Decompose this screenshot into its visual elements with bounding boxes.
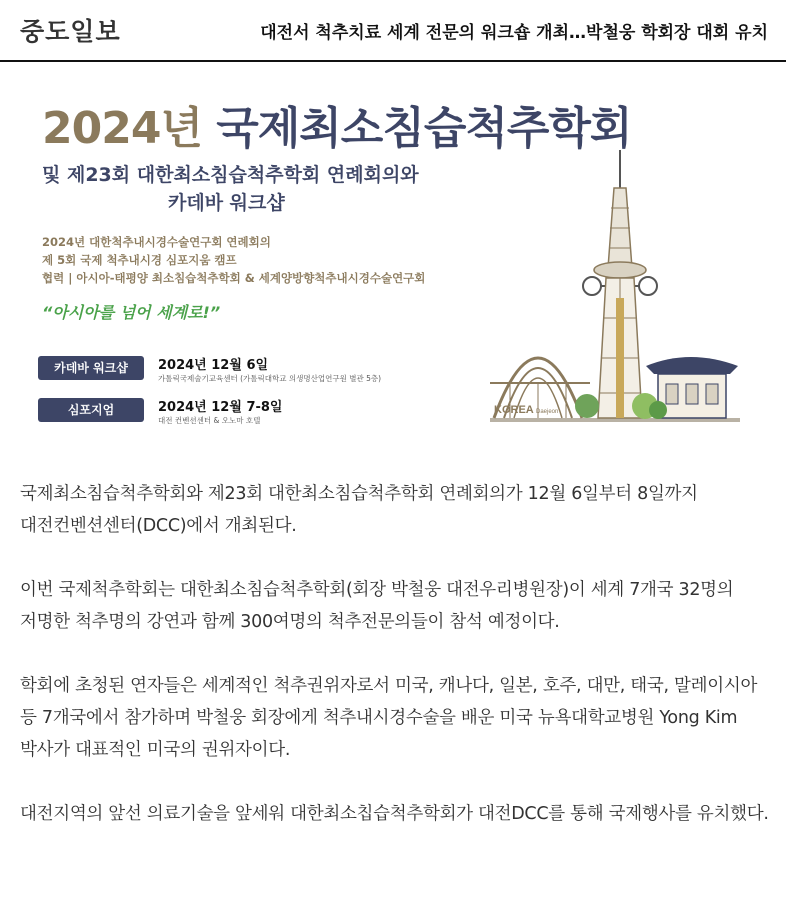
poster-subtitle-line2: 카데바 워크샵: [168, 192, 285, 214]
site-header: [0, 0, 786, 62]
article-paragraph: 학회에 초청된 연자들은 세계적인 척추권위자로서 미국, 캐나다, 일본, 호주, 대만, 태국, 말레이시아 등 7개국에서 참가하며 박철웅 회장에게 척추내시경수술을 배운 미국 뉴욕대학교병원 Yong Kim 박사가 대표적인 미국의 권위자이다.: [20, 676, 758, 760]
korea-label: KOREA: [494, 404, 534, 416]
poster-subtitle-line1: 및 제23회 대한최소침습척추학회 연례회의와: [42, 164, 419, 186]
poster-title-name: 국제최소침습척추학회: [216, 103, 632, 154]
hanbit-tower-illustration: [583, 150, 657, 418]
article-paragraph: 국제최소침습척추학회와 제23회 대한최소침습척추학회 연례회의가 12월 6일부터 8일까지 대전컨벤션센터(DCC)에서 개최된다.: [20, 484, 698, 536]
event-venue-symposium: 대전 컨벤션센터 & 오노마 호텔: [158, 416, 261, 425]
event-date-symposium: 2024년 12월 7-8일: [158, 400, 283, 415]
event-poster: [20, 78, 766, 438]
article-paragraph: 대전지역의 앞선 의료기술을 앞세워 대한최소칩습척추학회가 대전DCC를 통해 국제행사를 유치했다.: [20, 804, 769, 824]
article-paragraph: 이번 국제척추학회는 대한최소침습척추학회(회장 박철웅 대전우리병원장)이 세계 7개국 32명의 저명한 척추명의 강연과 함께 300여명의 척추전문의들이 참석 예정이다.: [20, 580, 734, 632]
site-logo[interactable]: 중도일보: [20, 17, 121, 46]
article-body: [20, 478, 770, 862]
poster-info-line: 협력 | 아시아-태평양 최소침습척추학회 & 세계양방향척추내시경수술연구회: [42, 271, 426, 285]
daejeon-label: Daejeon: [536, 409, 559, 415]
event-date-workshop: 2024년 12월 6일: [158, 358, 269, 373]
event-badge-symposium: 심포지엄: [38, 398, 144, 422]
event-badge-workshop: 카데바 워크샵: [38, 356, 144, 380]
poster-info-line: 제 5회 국제 척추내시경 심포지움 캠프: [42, 253, 237, 267]
event-venue-workshop: 가톨릭국제술기교육센터 (가톨릭대학교 의생명산업연구원 별관 5층): [158, 374, 382, 383]
poster-title: [42, 92, 631, 156]
poster-title-year: 2024년: [42, 103, 202, 154]
article-headline: 대전서 척추치료 세계 전문의 워크숍 개최…박철웅 학회장 대회 유치: [260, 23, 768, 43]
daejeon-landmark-illustration: [490, 148, 740, 433]
poster-info-line: 2024년 대한척추내시경수술연구회 연례회의: [42, 235, 271, 249]
poster-slogan: “아시아를 넘어 세계로!”: [42, 303, 221, 322]
